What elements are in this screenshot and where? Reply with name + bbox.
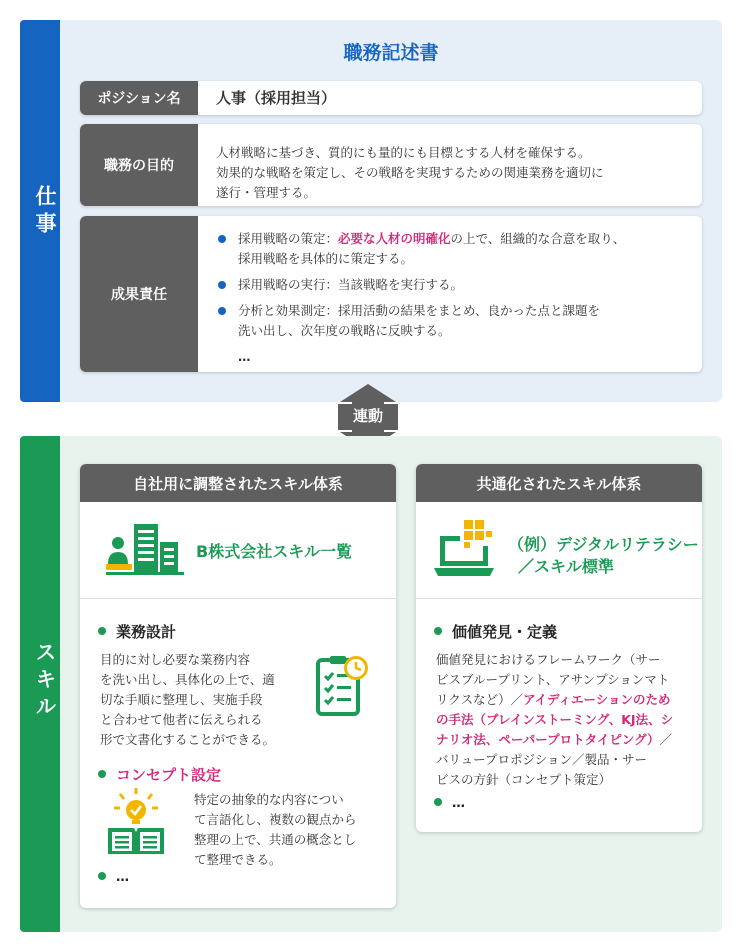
results-item-text: 分析と効果測定：採用活動の結果をまとめ、良かった点と課題を xyxy=(238,303,601,318)
results-label: 成果責任 xyxy=(80,216,198,372)
common-skill-card xyxy=(416,464,702,832)
job-band-label: 仕事 xyxy=(33,185,57,239)
item-value-discovery-text xyxy=(436,650,673,790)
checklist-clock-icon xyxy=(316,654,372,716)
divider xyxy=(416,598,702,599)
results-item xyxy=(216,301,690,341)
position-row xyxy=(80,81,702,115)
text-line: ビスの方針（コンセプト策定） xyxy=(436,772,612,787)
bullet-icon xyxy=(98,872,106,880)
text-line: 切な手順に整理し、実施手段 xyxy=(100,692,263,707)
text-line xyxy=(436,730,673,750)
results-item-text: 採用戦略の実行：当該戦略を実行する。 xyxy=(238,277,464,292)
highlight-text: アイディエーションのため xyxy=(523,692,671,707)
highlight-text: ナリオ法、ペーパープロトタイピング） xyxy=(436,732,660,747)
bullet-icon xyxy=(218,307,226,315)
common-skill-brand xyxy=(508,534,699,578)
results-item xyxy=(216,229,690,269)
company-skill-brand: B株式会社スキル一覧 xyxy=(196,542,353,561)
office-building-icon xyxy=(106,520,186,576)
book-idea-icon xyxy=(106,786,166,856)
results-item-text: 採用戦略を具体的に策定する。 xyxy=(238,251,414,266)
company-skill-card xyxy=(80,464,396,908)
results-item-text: 洗い出し、次年度の戦略に反映する。 xyxy=(238,323,451,338)
results-list xyxy=(216,229,690,341)
text-span: リクスなど）／ xyxy=(436,692,524,707)
purpose-line: 人材戦略に基づき、質的にも量的にも目標とする人材を確保する。 xyxy=(216,145,591,160)
results-item xyxy=(216,275,690,295)
brand-line: ／スキル標準 xyxy=(518,557,614,576)
text-line: と合わせて他者に伝えられる xyxy=(100,712,263,727)
text-line: て整理できる。 xyxy=(194,852,282,867)
results-list-wrap xyxy=(216,229,690,367)
common-skill-header: 共通化されたスキル体系 xyxy=(416,464,702,502)
text-line: ビスブループリント、アサンプションマト xyxy=(436,672,670,687)
results-highlight: 必要な人材の明確化 xyxy=(338,231,451,246)
company-skill-header: 自社用に調整されたスキル体系 xyxy=(80,464,396,502)
results-row xyxy=(80,216,702,372)
bullet-icon xyxy=(434,627,442,635)
job-description-title: 職務記述書 xyxy=(343,42,439,64)
position-value: 人事（採用担当） xyxy=(216,89,337,107)
item-title-text: 価値発見・定義 xyxy=(452,623,558,641)
text-span: ／ xyxy=(659,732,673,747)
text-line xyxy=(436,690,673,710)
item-title-text: コンセプト設定 xyxy=(116,766,222,784)
purpose-label: 職務の目的 xyxy=(80,124,198,206)
purpose-line: 遂行・管理する。 xyxy=(216,185,317,200)
item-title-text: 業務設計 xyxy=(116,623,177,641)
results-item-text: 採用戦略の策定： xyxy=(238,231,339,246)
divider xyxy=(80,598,396,599)
text-line: 形で文書化することができる。 xyxy=(100,732,276,747)
item-concept-title xyxy=(98,764,221,785)
position-label: ポジション名 xyxy=(80,81,198,115)
results-item-text: の上で、組織的な合意を取り、 xyxy=(450,231,626,246)
more-text: … xyxy=(452,796,467,811)
item-value-discovery-title xyxy=(434,621,557,642)
more-text: … xyxy=(116,870,131,885)
results-more: … xyxy=(238,349,253,364)
text-line: て言語化し、複数の観点から xyxy=(194,812,357,827)
brand-line: （例）デジタルリテラシー xyxy=(508,535,699,554)
highlight-text: の手法（ブレインストーミング、KJ法、シ xyxy=(436,712,674,727)
laptop-data-icon xyxy=(434,518,494,578)
link-label: 連動 xyxy=(352,407,383,425)
bullet-icon xyxy=(218,235,226,243)
bullet-icon xyxy=(98,627,106,635)
text-line: 目的に対し必要な業務内容 xyxy=(100,652,251,667)
purpose-row xyxy=(80,124,702,206)
common-skill-more xyxy=(434,796,467,811)
item-concept-text xyxy=(194,790,357,870)
text-line: 特定の抽象的な内容につい xyxy=(194,792,344,807)
item-business-design-title xyxy=(98,621,176,642)
bullet-icon xyxy=(98,770,106,778)
skill-band-label: スキル xyxy=(33,641,57,722)
text-line: 整理の上で、共通の概念とし xyxy=(194,832,357,847)
text-line: バリュープロポジション／製品・サー xyxy=(436,752,647,767)
job-band xyxy=(20,20,60,402)
text-line: を洗い出し、具体化の上で、適 xyxy=(100,672,275,687)
bullet-icon xyxy=(434,798,442,806)
purpose-text xyxy=(216,143,690,203)
company-skill-more xyxy=(98,870,131,885)
item-business-design-text xyxy=(100,650,275,750)
bullet-icon xyxy=(218,281,226,289)
skill-band xyxy=(20,436,60,932)
purpose-line: 効果的な戦略を策定し、その戦略を実現するための関連業務を適切に xyxy=(216,165,604,180)
text-line: 価値発見におけるフレームワーク（サー xyxy=(436,652,661,667)
